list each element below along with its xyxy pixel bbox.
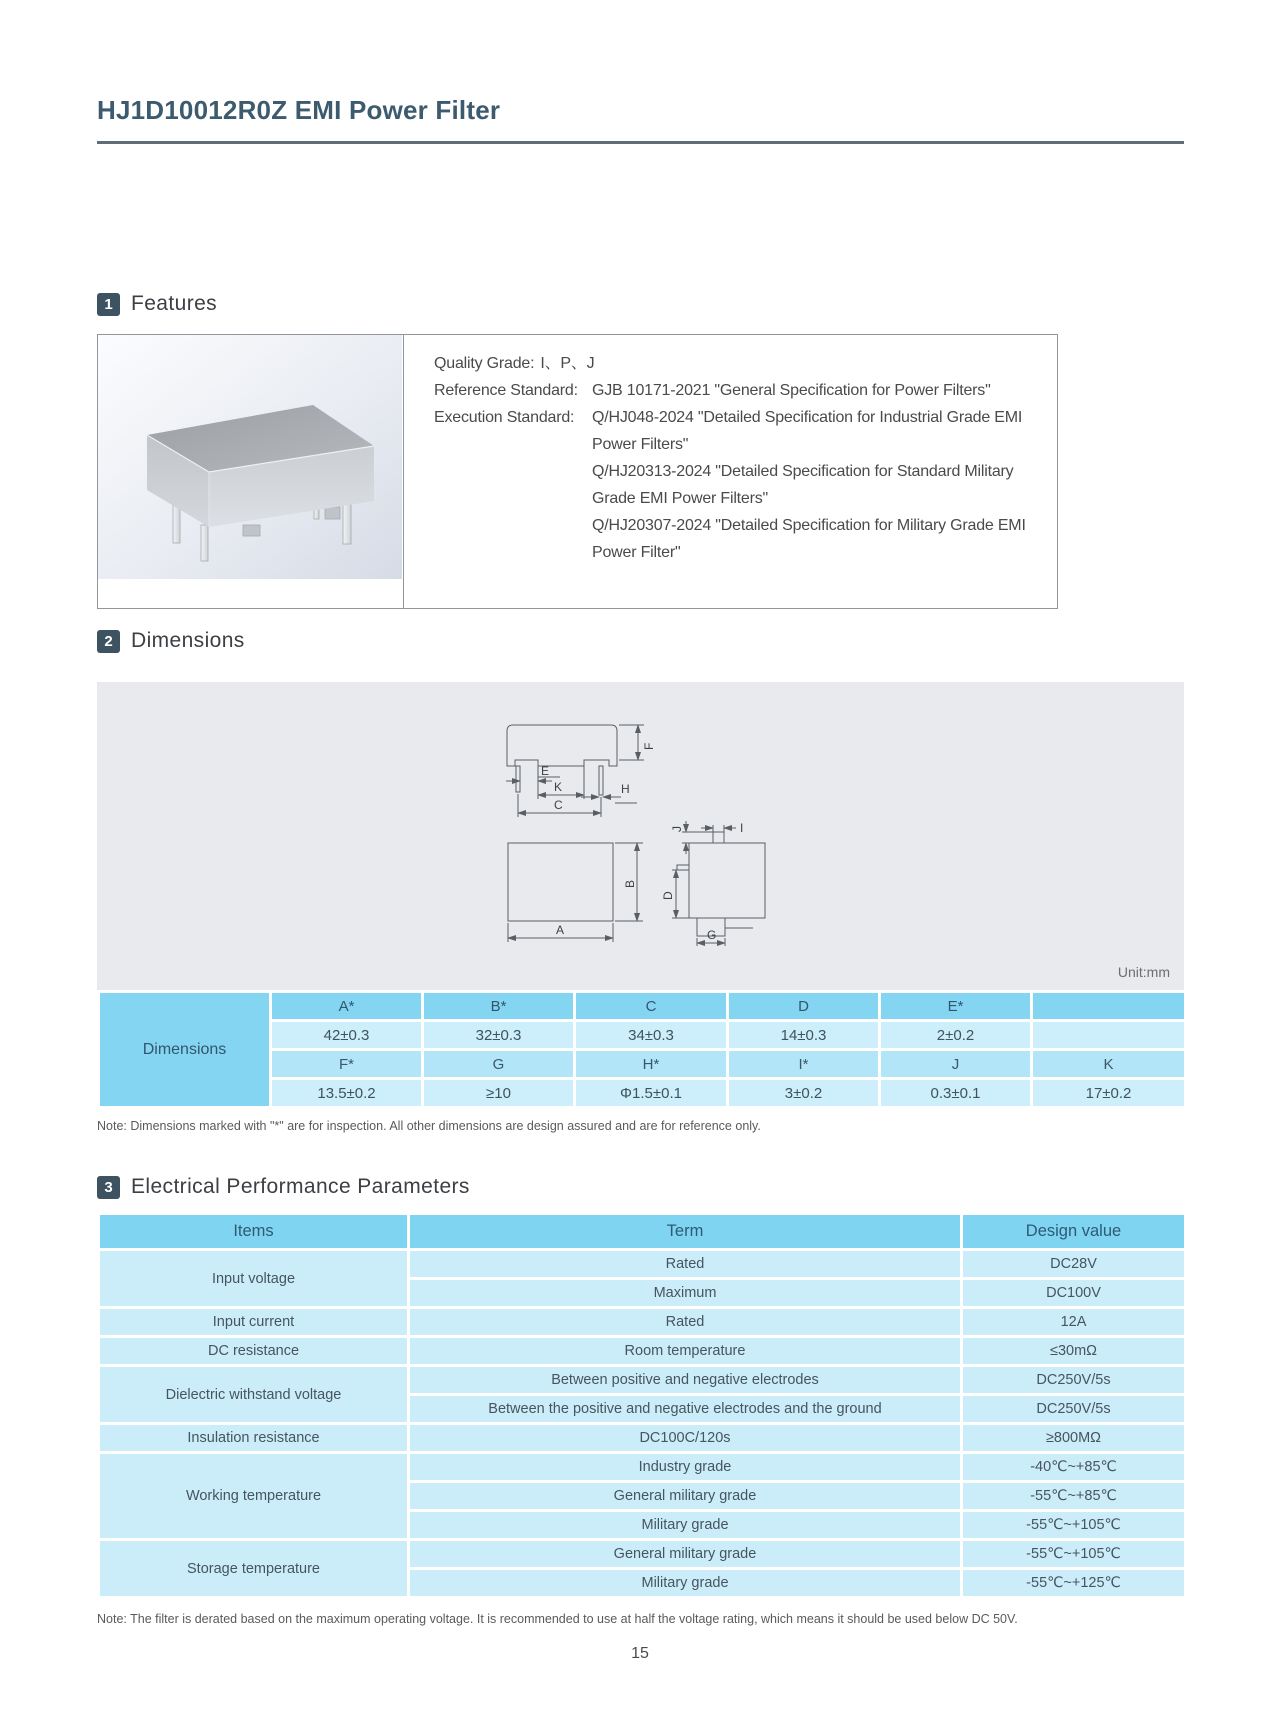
term-cell: Industry grade bbox=[409, 1453, 962, 1482]
value-cell: 12A bbox=[962, 1308, 1186, 1337]
term-cell: Rated bbox=[409, 1250, 962, 1279]
value-cell: DC100V bbox=[962, 1279, 1186, 1308]
col-header: G bbox=[423, 1050, 575, 1079]
table-row bbox=[99, 1453, 1186, 1482]
dimensions-note: Note: Dimensions marked with "*" are for inspection. All other dimensions are design assured and are for reference only. bbox=[97, 1119, 761, 1133]
product-image bbox=[98, 335, 404, 608]
dimensions-table bbox=[97, 990, 1187, 1109]
svg-text:A: A bbox=[556, 923, 565, 937]
product-image-svg bbox=[98, 335, 402, 579]
term-cell: Maximum bbox=[409, 1279, 962, 1308]
svg-text:F: F bbox=[642, 742, 656, 750]
item-cell: Dielectric withstand voltage bbox=[99, 1366, 409, 1424]
page-title: HJ1D10012R0Z EMI Power Filter bbox=[97, 95, 501, 125]
svg-text:I: I bbox=[740, 821, 744, 835]
value-cell: -40℃~+85℃ bbox=[962, 1453, 1186, 1482]
execution-standard-values bbox=[592, 404, 1052, 566]
table-row bbox=[99, 1250, 1186, 1279]
col-header: B* bbox=[423, 992, 575, 1021]
section-header-dimensions bbox=[97, 629, 245, 653]
section-number-badge: 3 bbox=[97, 1176, 120, 1199]
section-number-badge: 1 bbox=[97, 293, 120, 316]
section-header-features bbox=[97, 292, 217, 316]
svg-text:K: K bbox=[554, 780, 563, 794]
electrical-note: Note: The filter is derated based on the maximum operating voltage. It is recommended to use at half the voltage rating, which means it should be used below DC 50V. bbox=[97, 1612, 1018, 1626]
value-cell: -55℃~+105℃ bbox=[962, 1540, 1186, 1569]
col-header: A* bbox=[271, 992, 423, 1021]
dim-value: 32±0.3 bbox=[423, 1021, 575, 1050]
section-header-electrical bbox=[97, 1175, 470, 1199]
term-cell: Between positive and negative electrodes bbox=[409, 1366, 962, 1395]
dim-value: ≥10 bbox=[423, 1079, 575, 1108]
quality-grade-value: I、P、J bbox=[540, 355, 595, 372]
quality-grade-label: Quality Grade: bbox=[434, 355, 535, 372]
execution-standard-line bbox=[434, 404, 1052, 566]
term-cell: General military grade bbox=[409, 1540, 962, 1569]
section-title: Dimensions bbox=[131, 629, 245, 652]
value-cell: DC28V bbox=[962, 1250, 1186, 1279]
execution-standard-item: Q/HJ20307-2024 "Detailed Specification for Military Grade EMI Power Filter" bbox=[592, 517, 1026, 561]
section-title: Electrical Performance Parameters bbox=[131, 1175, 470, 1198]
svg-text:D: D bbox=[661, 891, 675, 900]
term-cell: Military grade bbox=[409, 1511, 962, 1540]
item-cell: Input voltage bbox=[99, 1250, 409, 1308]
term-cell: Rated bbox=[409, 1308, 962, 1337]
value-cell: DC250V/5s bbox=[962, 1395, 1186, 1424]
dimensions-row-label: Dimensions bbox=[99, 992, 271, 1108]
table-row bbox=[99, 1424, 1186, 1453]
svg-text:B: B bbox=[623, 879, 637, 888]
item-cell: Insulation resistance bbox=[99, 1424, 409, 1453]
term-cell: General military grade bbox=[409, 1482, 962, 1511]
features-panel bbox=[97, 334, 1058, 609]
dimension-drawing-svg bbox=[97, 682, 1184, 990]
col-header: H* bbox=[575, 1050, 728, 1079]
dim-value: 14±0.3 bbox=[728, 1021, 880, 1050]
table-row bbox=[99, 1337, 1186, 1366]
item-cell: Input current bbox=[99, 1308, 409, 1337]
svg-text:E: E bbox=[541, 764, 550, 778]
item-cell: DC resistance bbox=[99, 1337, 409, 1366]
col-header-term: Term bbox=[409, 1214, 962, 1250]
table-row bbox=[99, 992, 1186, 1021]
value-cell: ≥800MΩ bbox=[962, 1424, 1186, 1453]
dim-value: 34±0.3 bbox=[575, 1021, 728, 1050]
term-cell: DC100C/120s bbox=[409, 1424, 962, 1453]
col-header: J bbox=[880, 1050, 1032, 1079]
reference-standard-label: Reference Standard: bbox=[434, 382, 578, 399]
col-header: F* bbox=[271, 1050, 423, 1079]
page-number: 15 bbox=[631, 1645, 649, 1662]
term-cell: Room temperature bbox=[409, 1337, 962, 1366]
dim-value: 13.5±0.2 bbox=[271, 1079, 423, 1108]
dim-value: Φ1.5±0.1 bbox=[575, 1079, 728, 1108]
svg-text:C: C bbox=[554, 798, 563, 812]
col-header: C bbox=[575, 992, 728, 1021]
value-cell: -55℃~+125℃ bbox=[962, 1569, 1186, 1598]
term-cell: Between the positive and negative electrodes and the ground bbox=[409, 1395, 962, 1424]
execution-standard-item: Q/HJ20313-2024 "Detailed Specification for Standard Military Grade EMI Power Filters" bbox=[592, 463, 1014, 507]
reference-standard-line bbox=[434, 377, 1052, 404]
dim-value: 0.3±0.1 bbox=[880, 1079, 1032, 1108]
table-header-row bbox=[99, 1214, 1186, 1250]
col-header-design-value: Design value bbox=[962, 1214, 1186, 1250]
value-cell: -55℃~+105℃ bbox=[962, 1511, 1186, 1540]
col-header: D bbox=[728, 992, 880, 1021]
table-row bbox=[99, 1366, 1186, 1395]
svg-text:G: G bbox=[707, 928, 717, 942]
dim-value: 3±0.2 bbox=[728, 1079, 880, 1108]
section-number-badge: 2 bbox=[97, 630, 120, 653]
value-cell: ≤30mΩ bbox=[962, 1337, 1186, 1366]
section-title: Features bbox=[131, 292, 218, 315]
term-cell: Military grade bbox=[409, 1569, 962, 1598]
table-row bbox=[99, 1308, 1186, 1337]
value-cell: -55℃~+85℃ bbox=[962, 1482, 1186, 1511]
value-cell: DC250V/5s bbox=[962, 1366, 1186, 1395]
dim-value: 17±0.2 bbox=[1032, 1079, 1186, 1108]
reference-standard-value: GJB 10171-2021 "General Specification for Power Filters" bbox=[592, 382, 991, 399]
unit-label: Unit:mm bbox=[1117, 964, 1170, 980]
electrical-table bbox=[97, 1212, 1187, 1599]
quality-grade-line bbox=[434, 350, 1052, 377]
col-header bbox=[1032, 992, 1186, 1021]
col-header-items: Items bbox=[99, 1214, 409, 1250]
svg-text:H: H bbox=[621, 782, 630, 796]
features-text bbox=[404, 335, 1057, 608]
dim-value: 2±0.2 bbox=[880, 1021, 1032, 1050]
col-header: I* bbox=[728, 1050, 880, 1079]
execution-standard-label: Execution Standard: bbox=[434, 409, 575, 426]
execution-standard-item: Q/HJ048-2024 "Detailed Specification for Industrial Grade EMI Power Filters" bbox=[592, 409, 1023, 453]
dim-value: 42±0.3 bbox=[271, 1021, 423, 1050]
dim-value bbox=[1032, 1021, 1186, 1050]
item-cell: Working temperature bbox=[99, 1453, 409, 1540]
dimension-drawing-area bbox=[97, 682, 1184, 990]
svg-text:J: J bbox=[670, 826, 684, 832]
col-header: E* bbox=[880, 992, 1032, 1021]
item-cell: Storage temperature bbox=[99, 1540, 409, 1598]
title-divider bbox=[97, 141, 1184, 144]
col-header: K bbox=[1032, 1050, 1186, 1079]
table-row bbox=[99, 1540, 1186, 1569]
